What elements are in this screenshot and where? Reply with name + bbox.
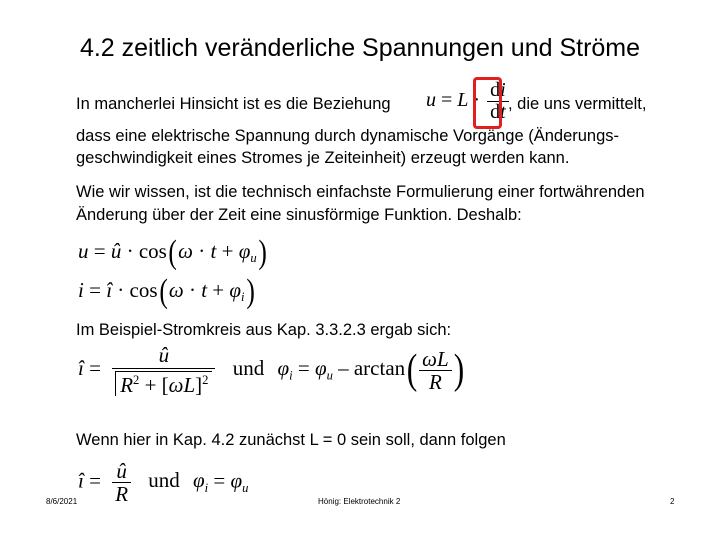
para2-line1: Wie wir wissen, ist die technisch einfachste Formulierung einer fortwährenden bbox=[76, 183, 645, 201]
para3: Im Beispiel-Stromkreis aus Kap. 3.3.2.3 ergab sich: bbox=[76, 321, 452, 339]
footer-date: 8/6/2021 bbox=[46, 497, 78, 506]
intro-text-end: , die uns vermittelt, bbox=[508, 95, 647, 113]
slide-title: 4.2 zeitlich veränderliche Spannungen und Ströme bbox=[79, 34, 641, 62]
formula-current-no-inductance: î = $\frac{û}{R}$ und $\varphi_i = \varphi_u$ bbox=[78, 459, 249, 507]
footer-page-number: 2 bbox=[670, 497, 675, 506]
formula-voltage-sine: u = û · $\cos(\omega \cdot t + \varphi_u)$ bbox=[78, 234, 267, 271]
formula-u-equals-l-di-dt: u = L · $\frac{di}{dt}$ bbox=[426, 80, 509, 123]
intro-text-line3: geschwindigkeit eines Stromes je Zeiteinheit) erzeugt werden kann. bbox=[76, 149, 570, 167]
para4: Wenn hier in Kap. 4.2 zunächst L = 0 sein soll, dann folgen bbox=[76, 431, 506, 449]
formula-current-amplitude: î = $\frac{û}{R^2 + [\omega L]^2}$ und $\varphi_i = \varphi_u - \arctan$( $\frac{\omega L}{R}$ ) bbox=[78, 343, 464, 398]
footer-author: Hönig: Elektrotechnik 2 bbox=[318, 497, 401, 506]
intro-text-line2: dass eine elektrische Spannung durch dynamische Vorgänge (Änderungs- bbox=[76, 127, 620, 145]
para2-line2: Änderung über der Zeit eine sinusförmige Funktion. Deshalb: bbox=[76, 206, 522, 224]
highlight-box bbox=[473, 77, 502, 129]
formula-current-sine: i = î · $\cos(\omega \cdot t + \varphi_i)$ bbox=[78, 273, 255, 310]
intro-text-start: In mancherlei Hinsicht ist es die Beziehung bbox=[76, 95, 391, 113]
